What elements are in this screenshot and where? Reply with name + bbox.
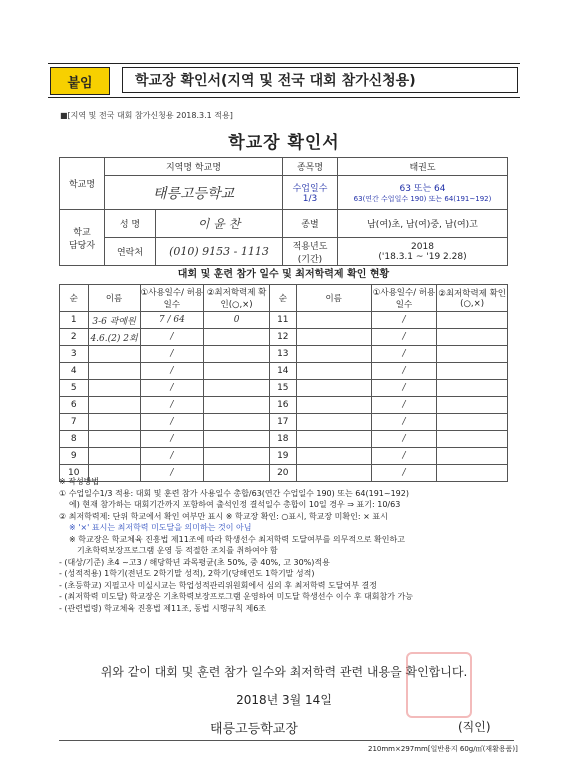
row-check: [437, 448, 508, 465]
method-line: - (성적적용) 1학기(전년도 2학기말 성적), 2학기(당해연도 1학기말 성적): [59, 569, 315, 578]
table-row: [60, 397, 508, 414]
row-no: 15: [270, 380, 297, 397]
row-no: 12: [270, 329, 297, 346]
footer-rule: [59, 740, 514, 741]
row-no: 10: [60, 465, 89, 482]
row-days: /: [371, 397, 437, 414]
col-check-right: ②최저학력제 확인(○,×): [437, 285, 508, 312]
row-no: 2: [60, 329, 89, 346]
school-signature: 태릉고등학교장: [210, 722, 298, 737]
row-days: /: [371, 380, 437, 397]
name-label: 성 명: [105, 210, 156, 238]
seal-label: (직인): [458, 720, 491, 734]
table-row: [60, 448, 508, 465]
row-name: [296, 431, 371, 448]
row-name: [88, 346, 140, 363]
col-no-left: 순: [60, 285, 89, 312]
row-no: 3: [60, 346, 89, 363]
event-value: 태권도: [338, 158, 508, 176]
method-title: ※ 작성방법: [59, 477, 100, 486]
method-line: ① 수업일수1/3 적용: 대회 및 훈련 참가 사용일수 총합/63(연간 수업일수 190) 또는 64(191~192): [59, 488, 409, 498]
school-value: 태릉고등학교: [105, 176, 283, 210]
row-check: [437, 397, 508, 414]
row-no: 17: [270, 414, 297, 431]
row-name: [88, 431, 140, 448]
year-label-1: 적용년도: [292, 241, 328, 252]
row-no: 6: [60, 397, 89, 414]
row-check: [204, 397, 270, 414]
row-name: 3-6 곽예원: [88, 312, 140, 329]
header-title: 학교장 확인서(지역 및 전국 대회 참가신청용): [122, 67, 518, 93]
table-row: [60, 363, 508, 380]
row-check: [437, 363, 508, 380]
row-name: [296, 312, 371, 329]
row-check: [437, 346, 508, 363]
row-name: [296, 397, 371, 414]
row-no: 20: [270, 465, 297, 482]
row-check: [204, 448, 270, 465]
method-line: - (초등학교) 지필고사 미실시교는 학업성적관리위원회에서 심의 후 최저학력 도달여부 결정: [59, 580, 377, 590]
row-no: 19: [270, 448, 297, 465]
row-days: /: [140, 346, 204, 363]
attendance-label: [283, 176, 338, 210]
paper-spec: 210mm×297mm[일반용지 60g/㎡(재활용품)]: [368, 745, 518, 753]
name-value: 이 윤 찬: [156, 210, 283, 238]
row-name: [296, 363, 371, 380]
table-row: [60, 431, 508, 448]
row-name: [296, 329, 371, 346]
col-days-right: ①사용일수/ 허용일수: [371, 285, 437, 312]
row-no: 14: [270, 363, 297, 380]
row-check: [204, 363, 270, 380]
row-no: 7: [60, 414, 89, 431]
school-header: 지역명 학교명: [105, 158, 283, 176]
table-row: [60, 329, 508, 346]
row-check: [437, 329, 508, 346]
col-name-right: 이름: [296, 285, 371, 312]
row-no: 18: [270, 431, 297, 448]
row-days: 7 / 64: [140, 312, 204, 329]
attendance-label-2: 1/3: [302, 194, 318, 204]
method-line: ※ '×' 표시는 최저학력 미도달을 의미하는 것이 아님: [69, 523, 252, 532]
row-no: 1: [60, 312, 89, 329]
col-check-left: ②최저학력제 확인(○,×): [204, 285, 270, 312]
info-table: [59, 157, 508, 266]
row-days: /: [371, 414, 437, 431]
row-days: /: [140, 431, 204, 448]
header-top-rule: [48, 63, 520, 64]
row-check: [204, 380, 270, 397]
method-line: - (대상/기준) 초4 ~고3 / 해당학년 과목평균(초 50%, 중 40%, 고 30%)적용: [59, 557, 330, 567]
method-line: - (관련법령) 학교체육 진흥법 제11조, 동법 시행규칙 제6조: [59, 603, 267, 613]
official-seal-icon: [406, 652, 472, 718]
year-value-1: 2018: [411, 241, 434, 252]
method-line: 에) 현재 참가하는 대회기간까지 포함하여 출석인정 결석일수 총합이 10일 경우 ⇒ 표기: 10/63: [69, 500, 401, 509]
confirm-text: 위와 같이 대회 및 훈련 참가 일수와 최저학력 관련 내용을 확인합니다.: [100, 665, 468, 679]
category-value: 남(여)초, 남(여)중, 남(여)고: [338, 210, 508, 238]
row-name: [88, 397, 140, 414]
document-title: 학교장 확인서: [228, 133, 340, 153]
year-label: [283, 238, 338, 266]
row-days: /: [140, 363, 204, 380]
date-text: 2018년 3월 14일: [236, 693, 332, 707]
row-name: [296, 380, 371, 397]
col-no-right: 순: [270, 285, 297, 312]
manager-label-2: 담당자: [68, 240, 96, 251]
row-name: [296, 448, 371, 465]
row-days: /: [371, 346, 437, 363]
row-name: [88, 363, 140, 380]
manager-label: [60, 210, 105, 266]
col-name-left: 이름: [88, 285, 140, 312]
row-check: [204, 414, 270, 431]
row-name: [88, 414, 140, 431]
row-days: /: [371, 312, 437, 329]
attendance-value-2: 63(연간 수업일수 190) 또는 64(191~192): [353, 195, 492, 203]
table-row: [60, 380, 508, 397]
row-name: [296, 414, 371, 431]
row-days: /: [371, 465, 437, 482]
row-days: /: [140, 380, 204, 397]
row-days: /: [140, 448, 204, 465]
row-check: [204, 329, 270, 346]
row-check: [437, 414, 508, 431]
row-days: /: [140, 397, 204, 414]
attendance-label-1: 수업일수: [292, 184, 328, 194]
method-line: - (최저학력 미도달) 학교장은 기초학력보장프로그램 운영하여 미도달 학생선수 이수 후 대회참가 가능: [59, 592, 413, 601]
row-no: 8: [60, 431, 89, 448]
row-days: /: [371, 363, 437, 380]
row-check: [437, 380, 508, 397]
status-table: [59, 284, 508, 482]
header-bottom-rule: [48, 97, 520, 98]
year-value: [338, 238, 508, 266]
method-line: 기초학력보장프로그램 운영 등 적절한 조치를 취하여야 함: [77, 546, 278, 555]
row-name: [88, 380, 140, 397]
row-no: 16: [270, 397, 297, 414]
attendance-value-1: 63 또는 64: [399, 184, 446, 194]
row-no: 9: [60, 448, 89, 465]
manager-label-1: 학교: [73, 227, 91, 238]
contact-label: 연락처: [105, 238, 156, 266]
table-row: [60, 346, 508, 363]
row-days: /: [371, 431, 437, 448]
status-title: 대회 및 훈련 참가 일수 및 최저학력제 확인 현황: [177, 269, 390, 280]
row-check: [437, 431, 508, 448]
row-days: /: [140, 465, 204, 482]
school-label: 학교명: [60, 158, 105, 210]
form-note: ■[지역 및 전국 대회 참가신청용 2018.3.1 적용]: [60, 111, 233, 120]
row-name: [88, 448, 140, 465]
row-no: 5: [60, 380, 89, 397]
row-no: 4: [60, 363, 89, 380]
row-no: 11: [270, 312, 297, 329]
col-days-left: ①사용일수/ 허용일수: [140, 285, 204, 312]
row-check: [437, 312, 508, 329]
writing-method: [59, 476, 514, 614]
row-days: /: [140, 329, 204, 346]
row-days: /: [371, 448, 437, 465]
year-value-2: ('18.3.1 ~ '19 2.28): [378, 251, 467, 262]
row-days: /: [140, 414, 204, 431]
row-name: 4.6.(2) 2회: [88, 329, 140, 346]
method-line: ② 최저학력제: 단위 학교에서 확인 여부만 표시 ※ 학교장 확인: ○표시, 학교장 미확인: × 표시: [59, 511, 388, 521]
table-row: [60, 312, 508, 329]
row-days: /: [371, 329, 437, 346]
year-label-2: (기간): [297, 254, 323, 265]
table-row: [60, 414, 508, 431]
category-label: 종별: [283, 210, 338, 238]
row-check: [204, 431, 270, 448]
row-name: [296, 346, 371, 363]
row-check: 0: [204, 312, 270, 329]
attachment-badge: 붙임: [50, 67, 110, 95]
event-label: 종목명: [283, 158, 338, 176]
method-line: ※ 학교장은 학교체육 진흥법 제11조에 따라 학생선수 최저학력 도달여부를 의무적으로 확인하고: [69, 534, 405, 544]
attendance-value: [338, 176, 508, 210]
contact-value: (010) 9153 - 1113: [156, 238, 283, 266]
row-no: 13: [270, 346, 297, 363]
row-check: [204, 346, 270, 363]
